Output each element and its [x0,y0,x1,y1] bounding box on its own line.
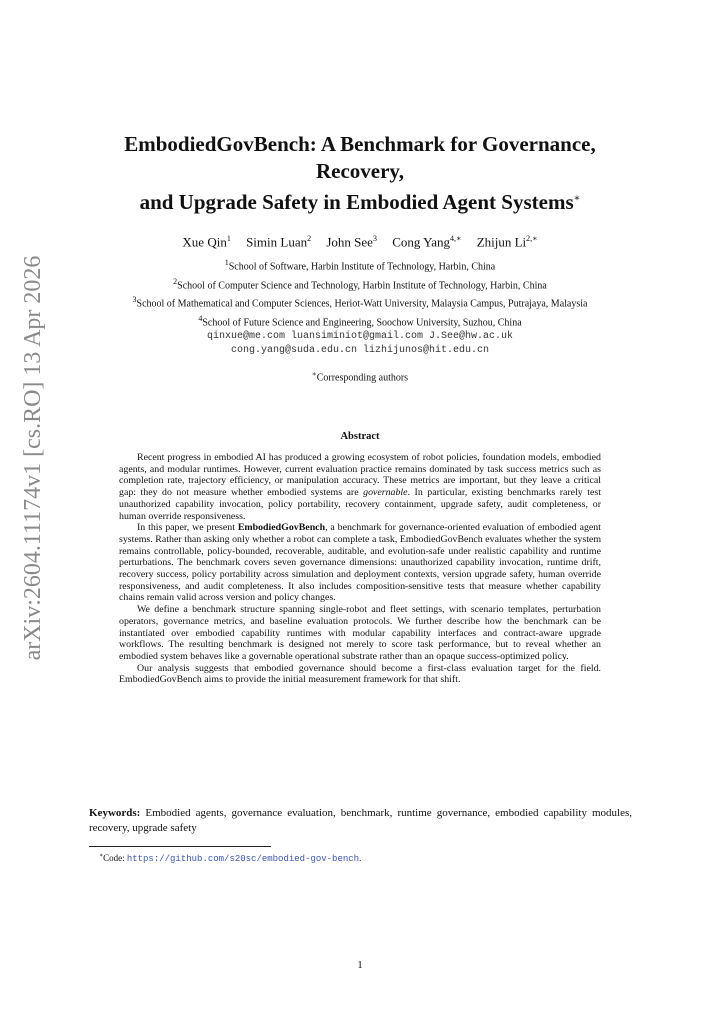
author-affiliation-mark: 4,∗ [450,234,462,243]
keywords-text: Embodied agents, governance evaluation, benchmark, runtime governance, embodied capability modules, recovery, upgrade safety [89,807,632,834]
keywords-label: Keywords: [89,807,141,819]
author-affiliation-mark: 3 [372,234,377,243]
affiliation [40,256,680,275]
abstract-emphasis: governable [363,487,408,499]
author [246,231,311,250]
abstract-paragraph [119,452,601,522]
page-number: 1 [357,959,363,971]
author-affiliation-mark: 1 [226,234,231,243]
abstract-paragraph [119,522,601,604]
author-emails [90,330,630,359]
affiliation-text: School of Computer Science and Technology, Harbin Institute of Technology, Harbin, China [177,279,547,291]
footnote-label: Code: [103,853,127,863]
keywords [89,806,632,836]
title-line-3-text: and Upgrade Safety in Embodied Agent Systems [139,190,574,214]
title-line-2: Recovery, [315,159,405,183]
author [326,231,377,250]
affiliations [40,256,680,331]
affiliation-mark: 2 [173,276,178,286]
author-list [90,231,630,250]
abstract-text: . In particular, existing benchmarks rarely test unauthorized capability invocation, policy portability, recovery containment, upgrade safety, audit completeness, or human override responsiveness. [119,487,601,522]
abstract-text: In this paper, we present [137,522,238,534]
abstract-paragraph: Our analysis suggests that embodied governance should become a first-class evaluation target for the field. EmbodiedGovBench aims to provide the initial measurement framework for that shift. [119,662,601,686]
corresponding-text: Corresponding authors [316,372,409,384]
author [392,231,461,250]
paper-title [90,131,630,216]
email-line-1: qinxue@me.com luansiminiot@gmail.com J.See@hw.ac.uk [206,331,514,342]
footnote-end: . [359,853,362,863]
abstract-heading: Abstract [340,431,380,442]
footnote-mark: ∗ [99,853,104,859]
affiliation [40,293,680,312]
affiliation-text: School of Mathematical and Computer Sciences, Heriot-Watt University, Malaysia Campus, Putrajaya, Malaysia [136,298,588,310]
author-name: Zhijun Li [476,234,527,250]
code-footnote [99,850,619,865]
affiliation [40,275,680,294]
abstract-text: Recent progress in embodied AI has produced a growing ecosystem of robot policies, foundation models, embodied agents, and modular runtimes. However, current evaluation practice remains dominated by task success metrics such as completion rate, trajectory efficiency, or manipulation accuracy. These metrics are important, but they leave a critical gap: they do not measure whether embodied systems are [119,452,601,499]
abstract-paragraph: We define a benchmark structure spanning single-robot and fleet settings, with scenario templates, perturbation operators, governance metrics, and baseline evaluation protocols. We further describe how the benchmark can be instantiated over embodied capability runtimes with modular capability interfaces and contract-aware upgrade workflows. The resulting benchmark is designed not merely to score task performance, but to reveal whether an embodied system behaves like a governable operational substrate rather than an opaque success-optimized policy. [119,604,601,662]
affiliation-text: School of Future Science and Engineering, Soochow University, Suzhou, China [202,317,522,329]
affiliation-mark: 3 [132,295,137,305]
affiliation-mark: 4 [198,313,203,323]
affiliation [40,312,680,331]
author [182,231,230,250]
abstract-body [119,452,601,686]
benchmark-name: EmbodiedGovBench [237,522,326,534]
author-affiliation-mark: 2 [307,234,312,243]
title-footnote-mark: ∗ [573,193,581,204]
affiliation-text: School of Software, Harbin Institute of Technology, Harbin, China [228,261,496,273]
corresponding-mark: ∗ [311,370,317,378]
affiliation-mark: 1 [224,258,229,267]
author-name: John See [326,234,373,250]
footnote-rule [89,846,271,847]
title-line-1: EmbodiedGovBench: A Benchmark for Governance, [124,132,596,156]
title-line-3 [90,185,630,216]
corresponding-note [90,368,630,384]
author [477,231,538,250]
author-name: Xue Qin [182,234,227,250]
author-name: Simin Luan [246,234,308,250]
code-repository-link[interactable]: https://github.com/s20sc/embodied-gov-bench [126,854,360,864]
author-name: Cong Yang [392,234,450,250]
email-line-2: cong.yang@suda.edu.cn lizhijunos@hit.edu.cn [230,345,490,357]
arxiv-stamp-text: arXiv:2604.11174v1 [cs.RO] 13 Apr 2026 [20,255,46,661]
abstract-text: , a benchmark for governance-oriented evaluation of embodied agent systems. Rather than asking only whether a robot can complete a task, EmbodiedGovBench evaluates whether the system remains controllable, policy-bounded, recoverable, auditable, and evolution-safe under realistic capability and runtime perturbations. The benchmark covers seven governance dimensions: unauthorized capability invocation, runtime drift, recovery success, policy portability across simulation and deployment contexts, version upgrade safety, human override responsiveness, and audit completeness. It also includes composition-sensitive tests that measure whether capability chains remain valid across version and policy changes. [119,522,601,604]
author-affiliation-mark: 2,∗ [526,234,538,243]
